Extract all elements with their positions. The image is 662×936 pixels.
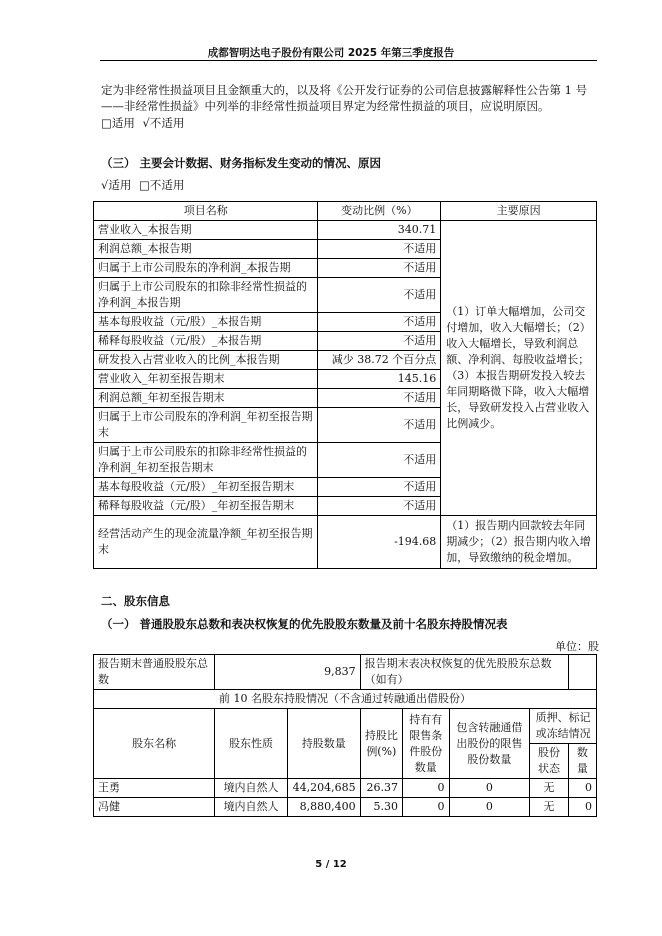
main-reason-2: （1）报告期内回款较去年同期减少；（2）报告期内收入增加，导致缴纳的税金增加。 bbox=[441, 516, 597, 569]
page-number: 5 / 12 bbox=[315, 859, 347, 870]
shareholder-pledge-qty: 0 bbox=[568, 779, 596, 798]
change-ratio: 不适用 bbox=[318, 497, 441, 516]
preferred-shareholders-label: 报告期末表决权恢复的优先股股东总数（如有） bbox=[360, 655, 568, 690]
item-name: 稀释每股收益（元/股）_本报告期 bbox=[94, 332, 318, 351]
change-ratio: 不适用 bbox=[318, 313, 441, 332]
column-header-main-reason: 主要原因 bbox=[441, 202, 597, 221]
section-3-checkboxes bbox=[101, 177, 188, 193]
shareholder-name: 王勇 bbox=[94, 779, 215, 798]
shareholder-section-heading: 二、股东信息 bbox=[101, 594, 170, 608]
table-row bbox=[94, 221, 597, 240]
table-row bbox=[94, 779, 597, 798]
change-ratio: 不适用 bbox=[318, 259, 441, 278]
shareholder-restricted: 0 bbox=[403, 779, 449, 798]
table-row bbox=[94, 655, 597, 690]
item-name: 营业收入_本报告期 bbox=[94, 221, 318, 240]
shareholder-pledge-status: 无 bbox=[530, 798, 568, 817]
column-header-restricted: 持有有限售条件股份数量 bbox=[403, 709, 449, 779]
change-ratio: 不适用 bbox=[318, 389, 441, 408]
change-ratio: 不适用 bbox=[318, 443, 441, 478]
item-name: 归属于上市公司股东的扣除非经常性损益的净利润_年初至报告期末 bbox=[94, 443, 318, 478]
column-header-change-ratio: 变动比例（%） bbox=[318, 202, 441, 221]
column-header-lending: 包含转融通借出股份的限售股份数量 bbox=[449, 709, 530, 779]
total-shareholders-label: 报告期末普通股股东总数 bbox=[94, 655, 215, 690]
item-name: 归属于上市公司股东的扣除非经常性损益的净利润_本报告期 bbox=[94, 278, 318, 313]
shareholder-shares: 44,204,685 bbox=[287, 779, 360, 798]
intro-checkboxes bbox=[101, 115, 188, 131]
shareholder-shares: 8,880,400 bbox=[287, 798, 360, 817]
change-ratio: 340.71 bbox=[318, 221, 441, 240]
shareholder-nature: 境内自然人 bbox=[215, 779, 288, 798]
change-ratio: 不适用 bbox=[318, 332, 441, 351]
shareholder-sub-heading: （一） 普通股股东总数和表决权恢复的优先股股东数量及前十名股东持股情况表 bbox=[101, 617, 508, 631]
shareholder-restricted: 0 bbox=[403, 798, 449, 817]
column-header-pledge-qty: 数量 bbox=[568, 744, 596, 779]
column-header-item-name: 项目名称 bbox=[94, 202, 318, 221]
unit-label: 单位：股 bbox=[555, 640, 599, 653]
item-name: 基本每股收益（元/股）_年初至报告期末 bbox=[94, 478, 318, 497]
table-header-row bbox=[94, 202, 597, 221]
section-3-heading: （三） 主要会计数据、财务指标发生变动的情况、原因 bbox=[101, 156, 382, 170]
change-ratio: 不适用 bbox=[318, 478, 441, 497]
intro-line-1: 定为非经常性损益项目且金额重大的，以及将《公开发行证券的公司信息披露解释性公告第 1 号 bbox=[101, 83, 588, 97]
item-name: 经营活动产生的现金流量净额_年初至报告期末 bbox=[94, 516, 318, 569]
column-header-ratio: 持股比例(%) bbox=[360, 709, 402, 779]
total-shareholders-value: 9,837 bbox=[215, 655, 360, 690]
change-ratio: 不适用 bbox=[318, 240, 441, 259]
table-row bbox=[94, 690, 597, 709]
item-name: 利润总额_年初至报告期末 bbox=[94, 389, 318, 408]
column-header-shares: 持股数量 bbox=[287, 709, 360, 779]
shareholder-ratio: 5.30 bbox=[360, 798, 402, 817]
table-row bbox=[94, 516, 597, 569]
shareholder-ratio: 26.37 bbox=[360, 779, 402, 798]
item-name: 利润总额_本报告期 bbox=[94, 240, 318, 259]
column-header-shareholder-name: 股东名称 bbox=[94, 709, 215, 779]
item-name: 基本每股收益（元/股）_本报告期 bbox=[94, 313, 318, 332]
page-header: 成都智明达电子股份有限公司 2025 年第三季度报告 bbox=[207, 47, 455, 59]
change-ratio: 减少 38.72 个百分点 bbox=[318, 351, 441, 370]
shareholder-name: 冯健 bbox=[94, 798, 215, 817]
checkbox-not-applicable-checked: √不适用 bbox=[142, 116, 185, 130]
item-name: 归属于上市公司股东的净利润_本报告期 bbox=[94, 259, 318, 278]
checkbox-applicable-checked: √适用 bbox=[101, 178, 132, 192]
shareholder-lending: 0 bbox=[449, 779, 530, 798]
intro-line-2: ——非经常性损益》中列举的非经常性损益项目界定为经常性损益的项目，应说明原因。 bbox=[101, 99, 550, 113]
column-header-nature: 股东性质 bbox=[215, 709, 288, 779]
change-ratio: 145.16 bbox=[318, 370, 441, 389]
column-header-pledge-status: 股份状态 bbox=[530, 744, 568, 779]
checkbox-applicable-unchecked: □适用 bbox=[101, 116, 135, 130]
item-name: 营业收入_年初至报告期末 bbox=[94, 370, 318, 389]
item-name: 研发投入占营业收入的比例_本报告期 bbox=[94, 351, 318, 370]
change-ratio: -194.68 bbox=[318, 516, 441, 569]
table-row bbox=[94, 798, 597, 817]
change-ratio: 不适用 bbox=[318, 278, 441, 313]
shareholder-pledge-qty: 0 bbox=[568, 798, 596, 817]
shareholder-table bbox=[93, 654, 597, 817]
checkbox-not-applicable-unchecked: □不适用 bbox=[138, 178, 185, 192]
change-ratio: 不适用 bbox=[318, 408, 441, 443]
header-divider bbox=[100, 60, 597, 61]
preferred-shareholders-value bbox=[568, 655, 596, 690]
column-header-pledge: 质押、标记或冻结情况 bbox=[530, 709, 597, 744]
item-name: 稀释每股收益（元/股）_年初至报告期末 bbox=[94, 497, 318, 516]
shareholder-lending: 0 bbox=[449, 798, 530, 817]
shareholder-pledge-status: 无 bbox=[530, 779, 568, 798]
item-name: 归属于上市公司股东的净利润_年初至报告期末 bbox=[94, 408, 318, 443]
financial-change-table bbox=[93, 201, 597, 569]
table-header-row bbox=[94, 709, 597, 744]
shareholder-nature: 境内自然人 bbox=[215, 798, 288, 817]
top10-caption: 前 10 名股东持股情况（不含通过转融通出借股份） bbox=[94, 690, 597, 709]
main-reason-1: （1）订单大幅增加，公司交付增加，收入大幅增长；（2）收入大幅增长，导致利润总额、净利润、每股收益增长；（3）本报告期研发投入较去年同期略微下降，收入大幅增长，导致研发投入占营业收入比例减少。 bbox=[441, 221, 597, 516]
